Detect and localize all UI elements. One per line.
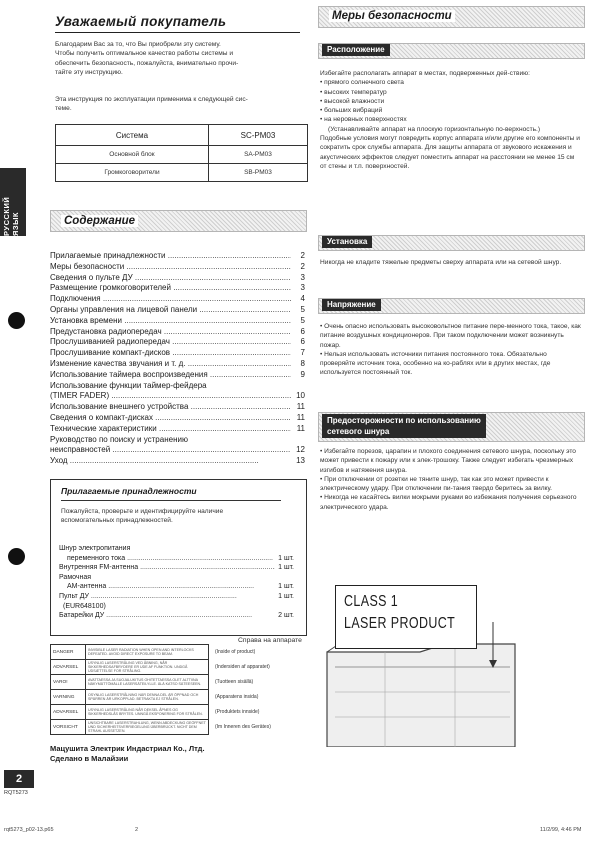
safety-header xyxy=(318,6,585,28)
toc-entry[interactable] xyxy=(50,370,305,381)
component-name: Громкоговорители xyxy=(56,164,209,182)
warning-text: INVISIBLE LASER RADIATION WHEN OPEN AND INTERLOCKS DEFEATED. AVOID DIRECT EXPOSURE TO BEAM. xyxy=(86,645,209,660)
toc-entry-title: Прилагаемые принадлежности ..... xyxy=(50,251,291,262)
greeting-line: обеспечить безопасность, пожалуйста, внимательно прочи- xyxy=(55,59,239,67)
greeting-text xyxy=(55,40,305,78)
warning-location: (Im Inneren des Gerätes) xyxy=(215,724,271,730)
toc-entry-title: Использование внешнего устройства ..... xyxy=(50,402,291,413)
table-row xyxy=(51,705,273,720)
table-row xyxy=(51,645,273,660)
accessory-name: АМ-антенна ..... xyxy=(67,582,254,592)
toc-entry[interactable] xyxy=(50,337,305,348)
toc-entry[interactable] xyxy=(50,294,305,305)
language-tab xyxy=(0,168,26,236)
toc-entry[interactable] xyxy=(50,327,305,338)
warning-text: UNSICHTBARE LASERSTRAHLUNG, WENN ABDECKUNG GEÖFFNET UND SICHERHEITSVERRIEGELUNG ÜBERBRÜCKT. NICHT DEM STRAHL AUSSETZEN. xyxy=(86,720,209,735)
binding-hole-mark xyxy=(8,548,25,565)
cord-section xyxy=(320,447,582,512)
installation-text: Никогда не кладите тяжелые предметы сверху аппарата или на сетевой шнур. xyxy=(320,259,562,266)
applicability-note xyxy=(55,95,305,113)
warning-location: (Apparatens insida) xyxy=(215,694,259,700)
toc-entry[interactable] xyxy=(50,391,305,402)
component-model: SA-PM03 xyxy=(208,146,307,164)
toc-entry[interactable] xyxy=(50,305,305,316)
installation-header xyxy=(318,235,585,251)
toc-entry-page: 6 xyxy=(300,337,305,347)
toc-entry-page: 12 xyxy=(296,445,305,455)
placement-intro: Избегайте располагать аппарат в местах, подверженных дей-ствию: xyxy=(320,70,530,77)
accessories-list xyxy=(59,544,294,621)
list-item: • Нельзя использовать источники питания постоянного тока. Обязательно проверяйте источник тока, особенно на ко-раблях или в других местах, где используется постоянный ток. xyxy=(320,350,551,377)
cord-bullet: Избегайте порезов, царапин и плохого соединения сетевого шнура, поскольку это может привести к пожару или к элек-трошоку. Также следует избегать чрезмерных изгибов и натяжения шнура. xyxy=(320,448,576,474)
accessories-text xyxy=(61,507,291,525)
toc-entry-title: Сведения о компакт-дисках ..... xyxy=(50,413,291,424)
warning-location: (Inside of product) xyxy=(215,649,256,655)
toc-entry[interactable] xyxy=(50,445,305,456)
list-item: • Никогда не касайтесь вилки мокрыми руками во избежания получения серьезного электрического удара. xyxy=(320,494,577,511)
warning-label: ADVARSEL xyxy=(51,660,86,675)
placement-text: Подобные условия могут повредить корпус аппарата и/или другие его компоненты и сократить срок службы аппарата. Для защиты аппарата от звукового искажения и акустических эффектов следует поместить аппарат на расстоянии не менее 15 см от стены и т.п. поверхностей. xyxy=(320,135,580,170)
toc-entry-title: Изменение качества звучания и т. д. ..... xyxy=(50,359,291,370)
toc-entry-title: Использование таймера воспроизведения ..... xyxy=(50,370,291,381)
page-number-badge: 2 xyxy=(4,770,34,788)
country-of-origin: Сделано в Малайзии xyxy=(50,754,129,763)
toc-entry-title: Меры безопасности ..... xyxy=(50,262,291,273)
cord-heading-line: сетевого шнура xyxy=(327,427,390,436)
list-item: • больших вибраций xyxy=(320,107,383,115)
accessories-rule xyxy=(61,500,281,501)
toc-entry[interactable] xyxy=(50,402,305,413)
toc-entry[interactable] xyxy=(50,381,305,392)
cord-heading-line: Предосторожности по использованию xyxy=(327,416,481,425)
list-item xyxy=(59,602,294,612)
list-item: • При отключении от розетки не тяните шнур, так как это может привести к электрическому удару. При отключении пи-тания твердо беритесь за вилку. xyxy=(320,475,552,493)
warning-label: VARNING xyxy=(51,690,86,705)
list-item xyxy=(59,582,294,592)
laser-label-caption: Справа на аппарате xyxy=(238,637,302,644)
toc-entry-page xyxy=(291,381,305,392)
toc-entry-page: 11 xyxy=(296,412,305,422)
toc-entry-page: 3 xyxy=(300,272,305,282)
toc-entry-title: Прослушиванией радиопередач ..... xyxy=(50,337,291,348)
accessories-text-line: Пожалуйста, проверьте и идентифицируйте наличие xyxy=(61,508,224,515)
manufacturer-name: Мацушита Электрик Индастриал Ко., Лтд. xyxy=(50,744,205,753)
table-row xyxy=(51,675,273,690)
toc-entry[interactable] xyxy=(50,456,305,467)
toc-entry-title: (TIMER FADER) ..... xyxy=(50,391,291,402)
component-name: Основной блок xyxy=(56,146,209,164)
placement-bullet: на неровных поверхностях xyxy=(324,116,407,124)
cord-header xyxy=(318,412,585,442)
toc-entry-title: Сведения о пульте ДУ ..... xyxy=(50,273,291,284)
installation-section xyxy=(320,258,582,267)
placement-bullet: прямого солнечного света xyxy=(324,79,404,87)
accessory-qty xyxy=(291,544,294,554)
toc-entry-page: 7 xyxy=(300,348,305,358)
list-item xyxy=(59,544,294,554)
warning-label: VORSICHT xyxy=(51,720,86,735)
safety-title: Меры безопасности xyxy=(329,10,455,22)
toc-entry[interactable] xyxy=(50,424,305,435)
footer-filename: rqt5273_p02-13.p65 xyxy=(4,827,54,833)
list-item: • высокой влажности xyxy=(320,97,385,105)
table-row xyxy=(51,720,273,735)
accessory-qty: 1 шт. xyxy=(278,564,294,572)
toc-entry-page: 4 xyxy=(300,294,305,304)
placement-bullet: больших вибраций xyxy=(324,107,383,115)
toc-entry[interactable] xyxy=(50,413,305,424)
toc-entry-page: 9 xyxy=(300,369,305,379)
toc-entry-title: Установка времени ..... xyxy=(50,316,291,327)
system-header-model: SC-PM03 xyxy=(208,125,307,146)
table-row xyxy=(51,690,273,705)
accessory-qty: 1 шт. xyxy=(278,592,294,600)
placement-bullet: высоких температур xyxy=(324,88,387,96)
toc-entry-title: Подключения ..... xyxy=(50,294,291,305)
toc-entry-page: 10 xyxy=(296,391,305,401)
laser-product-illustration xyxy=(325,582,580,747)
toc-entry-page: 6 xyxy=(300,326,305,336)
warning-label: DANGER xyxy=(51,645,86,660)
accessories-title: Прилагаемые принадлежности xyxy=(61,486,197,496)
intro-line: теме. xyxy=(55,105,72,112)
placement-section xyxy=(320,69,582,171)
greeting-line: Благодарим Вас за то, что Вы приобрели эту систему. xyxy=(55,41,221,48)
table-row xyxy=(56,164,308,182)
voltage-section xyxy=(320,322,582,378)
accessories-text-line: вспомогательных принадлежностей. xyxy=(61,517,173,524)
greeting-line: Чтобы получить оптимальное качество работы системы и xyxy=(55,50,234,58)
list-item: • Очень опасно использовать высоковольтное питание пере-менного тока, такое, как питание воздушных кондиционеров. При таком подключении может возникнуть пожар. xyxy=(320,323,581,349)
toc-entry-page: 11 xyxy=(296,402,305,412)
toc-entry-page: 11 xyxy=(296,423,305,433)
system-header-label: Система xyxy=(56,125,209,146)
warning-location: (Tuotteen sisällä) xyxy=(215,679,254,685)
footer-page: 2 xyxy=(135,827,139,833)
toc-entry-page: 2 xyxy=(300,251,305,260)
accessory-name: Рамочная xyxy=(59,573,92,581)
warning-label: VARO! xyxy=(51,675,86,690)
cord-bullet: При отключении от розетки не тяните шнур, так как это может привести к электрическому удару. При отключении пи-тания твердо беритесь за вилку. xyxy=(320,475,552,493)
system-table xyxy=(55,124,308,182)
laser-class-label xyxy=(335,585,477,649)
toc-entry[interactable] xyxy=(50,283,305,294)
warning-text: AVATTAESSA JA SUOJALUKITUS OHITETTAESSA OLET ALTTIINA NÄKYMÄTTÖMÄLLE LASERSÄTEILYLLE. ÄLÄ KATSO SÄTEESEEN. xyxy=(86,675,209,690)
toc-entry-page: 5 xyxy=(300,304,305,314)
voltage-bullet: Очень опасно использовать высоковольтное питание пере-менного тока, такое, как питание воздушных кондиционеров. При таком подключении может возникнуть пожар. xyxy=(320,323,581,349)
warning-text: OSYNLIG LASERSTRÅLNING NÄR DENNA DEL ÄR ÖPPNAD OCH SPÄRREN ÄR URKOPPLAD. BETRAKTA EJ STRÅLEN. xyxy=(86,690,209,705)
placement-note: (Устанавливайте аппарат на плоскую горизонтальную по-верхность.) xyxy=(328,125,541,133)
laser-product-line: LASER PRODUCT xyxy=(344,615,456,632)
toc-entry[interactable] xyxy=(50,316,305,327)
warning-text: USYNLIG LASERSTRÅLING NÅR DEKSEL ÅPNES OG SIKKERHEDSLÅS BRYTES. UNNGÅ EKSPONERING FOR STRÅLEN. xyxy=(86,705,209,720)
list-item: • высоких температур xyxy=(320,88,387,96)
toc-entry-page: 8 xyxy=(300,358,305,368)
warning-location: (Indersiden af apparatet) xyxy=(215,664,270,670)
list-item xyxy=(59,573,294,583)
model-code: RQT5273 xyxy=(4,790,28,796)
toc-entry[interactable] xyxy=(50,251,305,262)
component-model: SB-PM03 xyxy=(208,164,307,182)
toc-entry-title: Использование функции таймер-фейдера xyxy=(50,380,207,390)
voltage-bullet: Нельзя использовать источники питания постоянного тока. Обязательно проверяйте источник тока, особенно на ко-раблях или в других местах, где используется постоянный ток. xyxy=(320,350,551,377)
toc-entry[interactable] xyxy=(50,435,305,446)
warning-text: USYNLIG LASERSTRÅLING VED ÅBNING, NÅR SIKKERHEDSAFBRYDERE ER UDE AF FUNKTION. UNDGÅ UDSÆTTELSE FOR STRÅLING. xyxy=(86,660,209,675)
installation-heading: Установка xyxy=(322,236,372,248)
list-item xyxy=(59,592,294,602)
list-item: • прямого солнечного света xyxy=(320,79,404,87)
voltage-heading: Напряжение xyxy=(322,299,381,311)
laser-class-line: CLASS 1 xyxy=(344,593,399,610)
greeting-title: Уважаемый покупатель xyxy=(55,14,227,29)
list-item xyxy=(59,554,294,564)
contents-header xyxy=(50,210,307,232)
accessory-name: переменного тока ..... xyxy=(67,554,273,564)
toc-entry[interactable] xyxy=(50,359,305,370)
accessory-qty: 2 шт. xyxy=(278,612,294,620)
warning-location: (Produktets innside) xyxy=(215,709,260,715)
placement-bullet: высокой влажности xyxy=(324,97,385,105)
language-tab-label: РУССКИЙ ЯЗЫК xyxy=(2,196,20,236)
toc-entry-page: 13 xyxy=(296,456,305,466)
cord-heading xyxy=(322,414,486,438)
cord-bullet: Никогда не касайтесь вилки мокрыми руками во избежания получения серьезного электрического удара. xyxy=(320,494,577,511)
greeting-line: тайте эту инструкцию. xyxy=(55,69,123,77)
toc-entry-page: 2 xyxy=(300,261,305,271)
accessory-qty: 1 шт. xyxy=(278,583,294,591)
toc-entry[interactable] xyxy=(50,262,305,273)
toc-entry[interactable] xyxy=(50,273,305,284)
list-item xyxy=(59,611,294,621)
accessory-name: Шнур электропитания xyxy=(59,545,131,552)
accessory-name: Внутренняя FM-антенна ..... xyxy=(59,563,275,573)
toc-entry-title: Руководство по поиску и устранению xyxy=(50,434,188,444)
toc-entry-page: 5 xyxy=(300,315,305,325)
accessory-name: Пульт ДУ ..... xyxy=(59,592,237,602)
toc-entry-title: Технические характеристики ..... xyxy=(50,424,291,435)
table-row xyxy=(51,660,273,675)
table-of-contents xyxy=(50,251,305,467)
list-item xyxy=(59,563,294,573)
placement-heading: Расположение xyxy=(322,44,390,56)
toc-entry-title: Органы управления на лицевой панели ..... xyxy=(50,305,291,316)
toc-entry-page: 3 xyxy=(300,283,305,293)
voltage-header xyxy=(318,298,585,314)
toc-entry-title: Размещение громкоговорителей ..... xyxy=(50,283,291,294)
table-row xyxy=(56,146,308,164)
accessories-box xyxy=(50,479,307,636)
toc-entry-page xyxy=(291,435,305,446)
manufacturer-info xyxy=(50,744,205,764)
accessory-qty: 1 шт. xyxy=(278,554,294,562)
greeting-underline xyxy=(55,32,300,33)
footer-timestamp: 11/2/99, 4:46 PM xyxy=(540,827,582,833)
laser-warning-table xyxy=(50,644,273,735)
intro-line: Эта инструкция по эксплуатации применима к следующей сис- xyxy=(55,96,248,103)
accessory-name: Батарейки ДУ ..... xyxy=(59,611,252,621)
toc-entry[interactable] xyxy=(50,348,305,359)
system-table-header xyxy=(56,125,308,146)
placement-header xyxy=(318,43,585,59)
toc-entry-title: Предустановка радиопередач ..... xyxy=(50,327,291,338)
contents-title: Содержание xyxy=(61,215,138,227)
accessory-name: (EUR648100) xyxy=(63,602,106,610)
warning-label: ADVARSEL xyxy=(51,705,86,720)
toc-entry-title: Уход ..... xyxy=(50,456,259,467)
toc-entry-title: Прослушивание компакт-дисков ..... xyxy=(50,348,291,359)
binding-hole-mark xyxy=(8,312,25,329)
toc-entry-title: неисправностей ..... xyxy=(50,445,291,456)
list-item: • Избегайте порезов, царапин и плохого соединения сетевого шнура, поскольку это может привести к пожару или к элек-трошоку. Также следует избегать чрезмерных изгибов и натяжения шнура. xyxy=(320,448,576,474)
accessory-qty xyxy=(291,602,294,612)
list-item: • на неровных поверхностях xyxy=(320,116,407,124)
accessory-qty xyxy=(291,573,294,583)
